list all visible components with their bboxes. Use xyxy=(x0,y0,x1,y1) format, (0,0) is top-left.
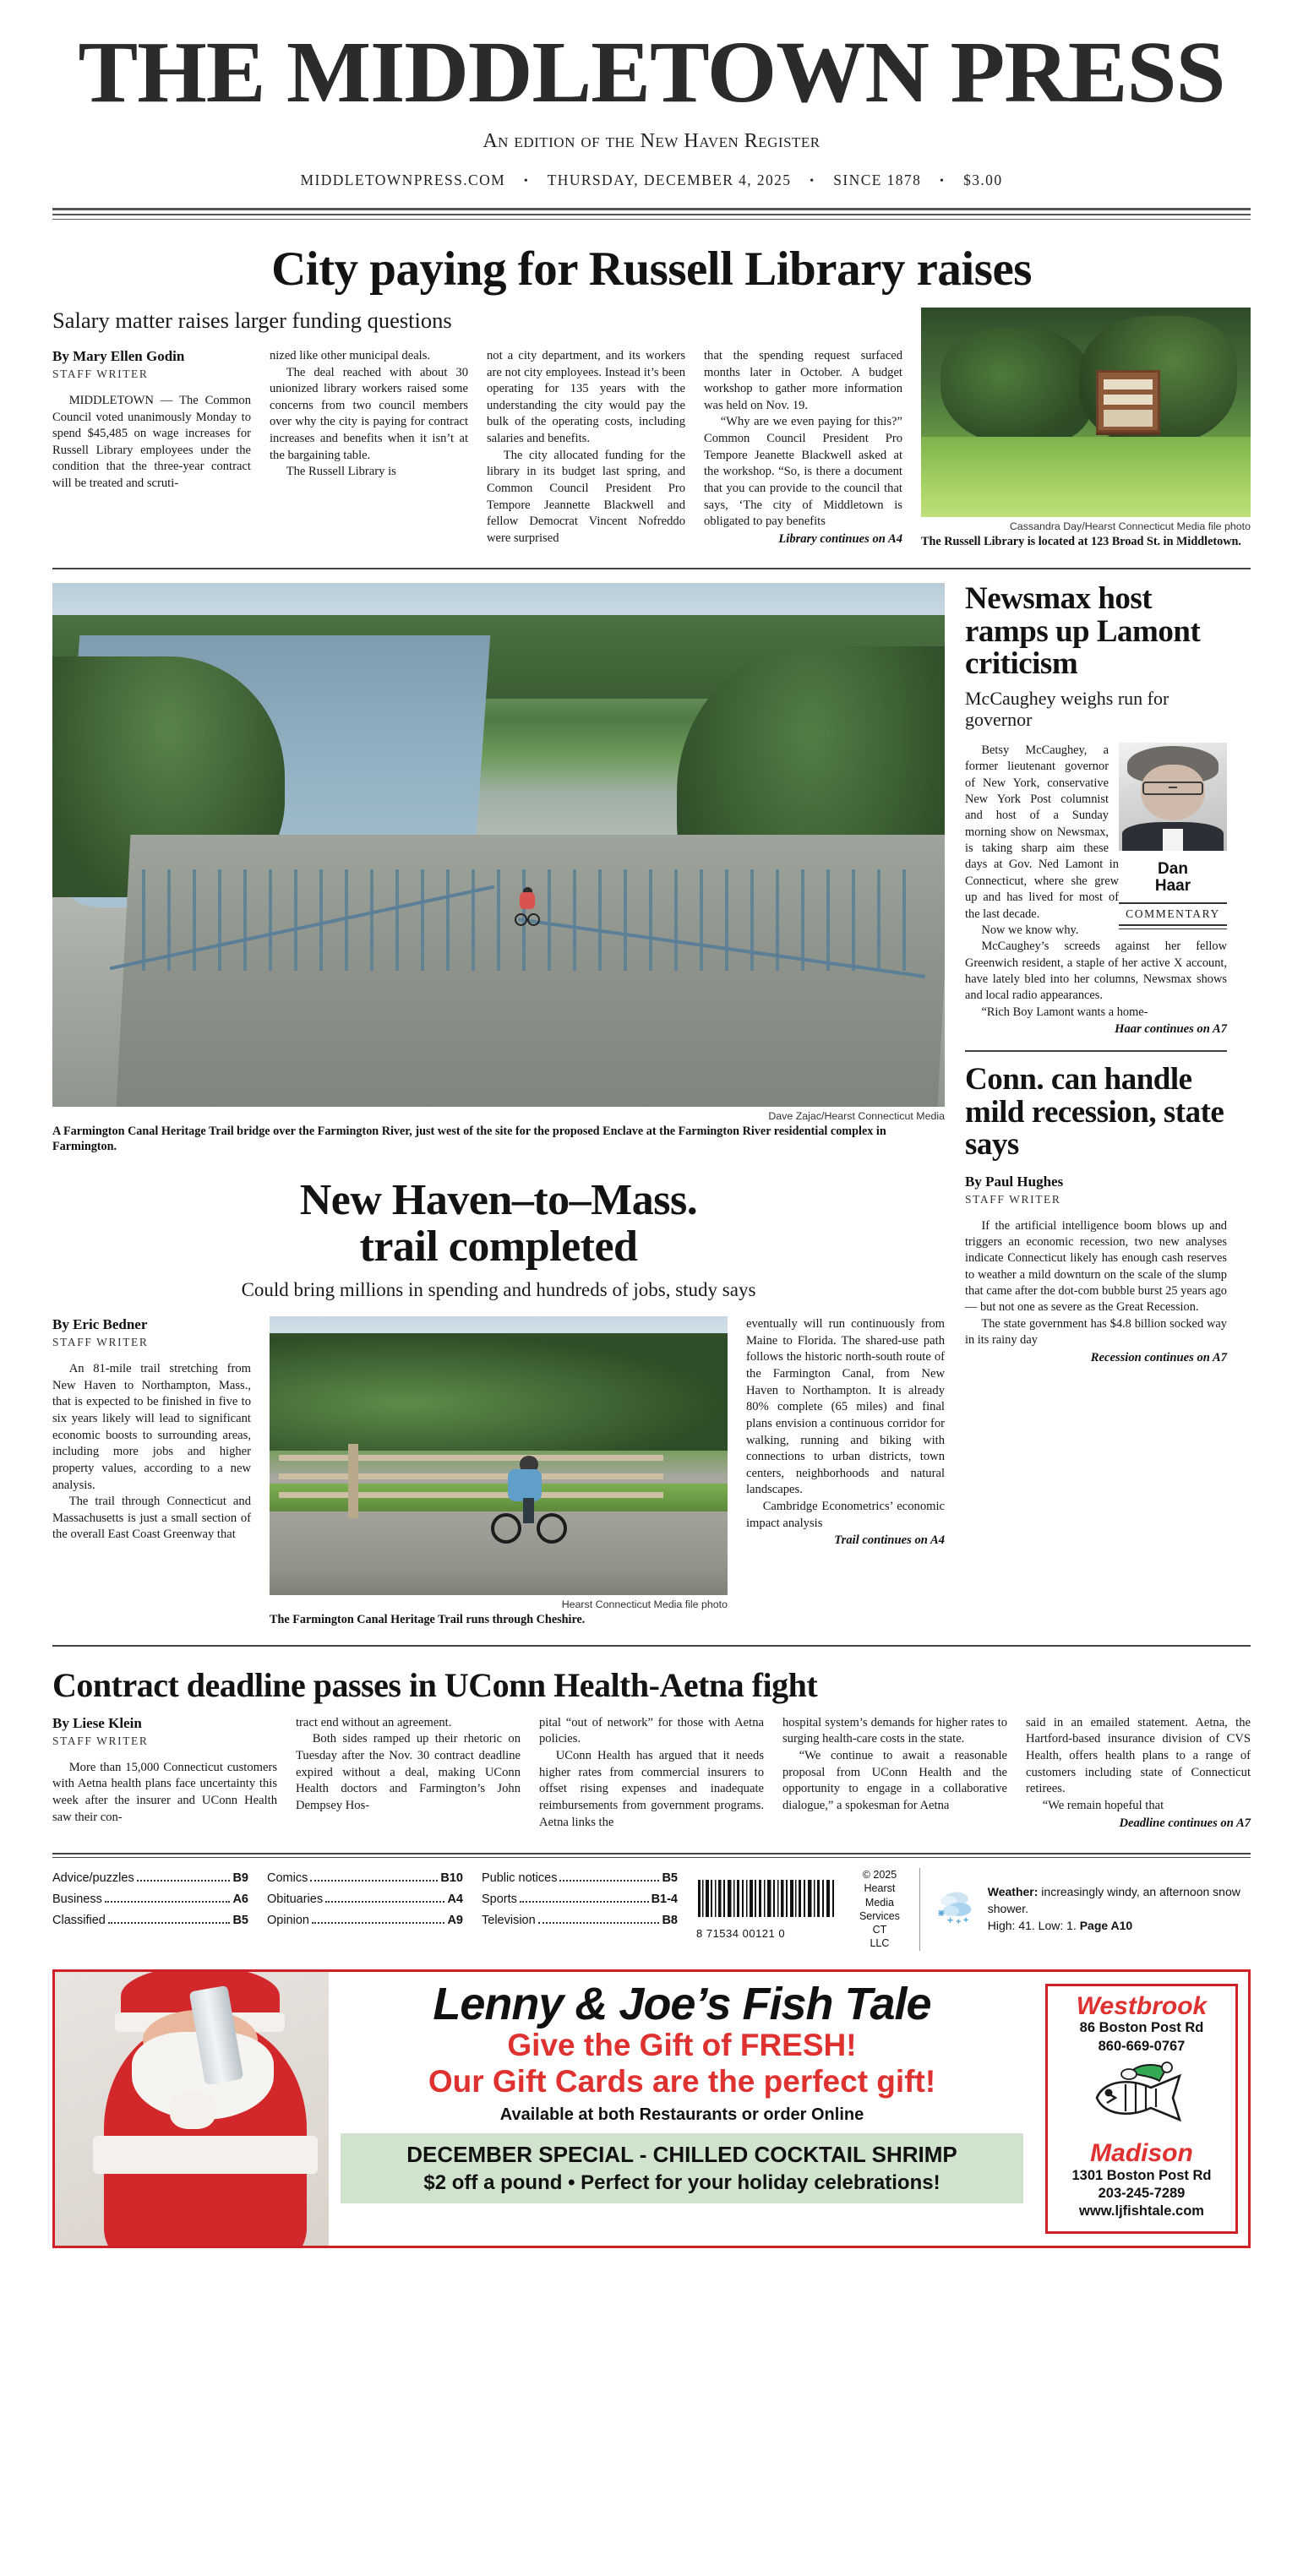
masthead-separator-1: • xyxy=(523,174,530,188)
trail-headline-block xyxy=(52,1177,945,1301)
masthead-website[interactable]: MIDDLETOWNPRESS.COM xyxy=(300,172,506,188)
uconn-col3-p2: UConn Health has argued that it needs higher rates from commercial insurers to offset rising expenses and inadequate reimbursements from government programs. Aetna links the xyxy=(539,1749,764,1829)
haar-p4: “Rich Boy Lamont wants a home- xyxy=(981,1005,1148,1019)
cheshire-photo-caption: The Farmington Canal Heritage Trail runs through Cheshire. xyxy=(270,1613,586,1627)
ad-line-2: Our Gift Cards are the perfect gift! xyxy=(428,2064,936,2099)
cheshire-photo-credit: Hearst Connecticut Media file photo xyxy=(561,1598,728,1611)
index-dots xyxy=(108,1922,231,1924)
haar-name-line2: Haar xyxy=(1154,877,1191,896)
haar-columnist-block xyxy=(1119,856,1227,929)
trail-col1-p1: An 81-mile trail stretching from New Haven to Northampton, Mass., that is expected to be finished in five to six years likely will lead to significant economic boosts to surrounding areas, including more jobs and higher property values, according to a new analysis. xyxy=(52,1362,251,1492)
weather-block xyxy=(988,1884,1251,1935)
index-item-page: B10 xyxy=(440,1871,463,1886)
index-item[interactable] xyxy=(52,1889,248,1910)
uconn-col5-p2: “We remain hopeful that xyxy=(1042,1798,1164,1812)
snow-cloud-icon xyxy=(934,1889,974,1930)
masthead-price: $3.00 xyxy=(963,172,1003,188)
santa-photo xyxy=(55,1972,329,2246)
weather-description: increasingly windy, an afternoon snow shower. xyxy=(987,1885,1240,1915)
ad-special-band xyxy=(341,2133,1023,2203)
ad-line-3: Available at both Restaurants or order Online xyxy=(499,2105,864,2125)
trail-col3-p2: Cambridge Econometrics’ economic impact analysis xyxy=(746,1500,945,1530)
ad-phone-westbrook[interactable]: 860-669-0767 xyxy=(1098,2038,1186,2054)
recession-p2: The state government has $4.8 billion socked way in its rainy day xyxy=(965,1316,1227,1348)
index-item-page: A6 xyxy=(232,1893,248,1907)
barcode-number: 8 71534 00121 0 xyxy=(696,1927,786,1941)
recession-p1: If the artificial intelligence boom blows up and triggers an economic recession, two new analyses indicate Connecticut likely has enough cash reserves to weather a mild downturn on the scale of the slump that came after the dot-com bubble burst 25 years ago — but not one as severe as the Great Recession. xyxy=(965,1218,1227,1315)
trail-headline-line1: New Haven–to–Mass. xyxy=(299,1175,698,1224)
trail-col-1 xyxy=(52,1316,251,1628)
ad-city-madison: Madison xyxy=(1090,2139,1193,2168)
haar-p1: Betsy McCaughey, a former lieutenant governor of New York, conservative New York Post columnist and host of a Sunday morning show on Newsmax, is taking sharp aim these days at Gov. Ned Lamont in Connecticut, where she grew up and has lived for most of the last decade. xyxy=(965,743,1119,921)
index-item-page: B5 xyxy=(232,1914,248,1928)
index-dots xyxy=(538,1922,660,1924)
index-item-page: B1-4 xyxy=(651,1893,678,1907)
right-rail xyxy=(965,583,1227,1628)
library-grass xyxy=(921,437,1251,516)
index-dots xyxy=(137,1880,231,1882)
masthead-separator-2: • xyxy=(810,174,815,188)
index-item-name: Opinion xyxy=(267,1914,309,1928)
uconn-staff-label: STAFF WRITER xyxy=(52,1734,149,1747)
ad-special-line-2: $2 off a pound • Perfect for your holiday celebrations! xyxy=(423,2171,940,2195)
index-item-name: Sports xyxy=(482,1893,517,1907)
story-uconn xyxy=(0,1665,1303,1831)
section-rule-1 xyxy=(52,568,1251,569)
index-item[interactable] xyxy=(267,1868,463,1889)
index-item-page: B9 xyxy=(232,1871,248,1886)
library-deck: Salary matter raises larger funding questions xyxy=(52,307,452,333)
bridge-photo-credit: Dave Zajac/Hearst Connecticut Media xyxy=(768,1110,945,1123)
copyright-line-4: LLC xyxy=(870,1937,890,1950)
dan-haar-portrait xyxy=(1119,743,1227,851)
library-col3-p1: not a city department, and its workers are not city employees. Instead it’s been operating for 135 years with the understanding the city would pay the bulk of the operating costs, including salaries and benefits. xyxy=(487,348,685,445)
index-dots xyxy=(520,1901,649,1903)
index-item[interactable] xyxy=(52,1868,248,1889)
cheshire-trail-photo xyxy=(270,1316,728,1595)
cheshire-cyclist-figure xyxy=(489,1451,567,1544)
uconn-col1-p1: More than 15,000 Connecticut customers with Aetna health plans face uncertainty this week after the insurer and UConn Health saw their con- xyxy=(52,1760,277,1824)
index-item-name: Obituaries xyxy=(267,1893,324,1907)
masthead-info-line xyxy=(52,172,1251,189)
barcode-icon xyxy=(696,1878,838,1927)
farmington-canal-bridge-photo xyxy=(52,583,945,1107)
russell-library-photo xyxy=(921,308,1251,517)
cyclist-figure xyxy=(516,887,538,926)
library-byline: By Mary Ellen Godin xyxy=(52,347,185,364)
recession-byline: By Paul Hughes xyxy=(965,1173,1064,1190)
copyright-block xyxy=(852,1868,920,1951)
weather-temperatures: High: 41. Low: 1. xyxy=(987,1918,1077,1932)
trail-col-2-photo xyxy=(270,1316,728,1628)
story-recession xyxy=(965,1064,1227,1364)
trail-headline-line2: trail completed xyxy=(359,1222,638,1271)
ad-content xyxy=(329,1972,1035,2246)
library-col2-p2: The deal reached with about 30 unionized library workers raised some concerns from two council members over why the city is paying for contract increases and benefits when it isn’t at the bargaining table. xyxy=(270,365,468,462)
uconn-col2-p2: Both sides ramped up their rhetoric on Tuesday after the Nov. 30 contract deadline expired without a deal, making UConn Health doctors and Farmington’s John Dempsey Hos- xyxy=(296,1732,521,1812)
ad-line-1: Give the Gift of FRESH! xyxy=(507,2028,857,2063)
trail-headline[interactable] xyxy=(52,1177,945,1270)
index-dots xyxy=(325,1901,444,1903)
library-headline[interactable]: City paying for Russell Library raises xyxy=(271,242,1032,296)
uconn-col3-p1: pital “out of network” for those with Aetna policies. xyxy=(539,1715,764,1746)
index-item-name: Advice/puzzles xyxy=(52,1871,134,1886)
trail-col-3 xyxy=(746,1316,945,1628)
library-staff-label: STAFF WRITER xyxy=(52,367,149,380)
index-item-name: Business xyxy=(52,1893,102,1907)
uconn-byline: By Liese Klein xyxy=(52,1714,142,1731)
library-jumpline[interactable]: Library continues on A4 xyxy=(778,531,902,546)
copyright-line-1: © 2025 xyxy=(862,1869,897,1882)
fish-skeleton-logo xyxy=(1078,2059,1205,2137)
index-item-name: Classified xyxy=(52,1914,106,1928)
copyright-line-2: Hearst Media xyxy=(864,1882,896,1909)
library-sign-icon xyxy=(1096,370,1160,433)
uconn-col4-p2: “We continue to await a reasonable proposal from UConn Health and the opportunity to engage in a collaborative dialogue,” a spokesman for Aetna xyxy=(782,1749,1007,1812)
ad-title: Lenny & Joe’s Fish Tale xyxy=(433,1978,931,2029)
weather-label: Weather: xyxy=(987,1885,1039,1899)
story-haar xyxy=(965,583,1227,1037)
index-item-name: Public notices xyxy=(482,1871,558,1886)
index-item-name: Comics xyxy=(267,1871,308,1886)
uconn-col-1 xyxy=(52,1715,277,1831)
trail-section xyxy=(52,583,945,1628)
ad-address-westbrook: 86 Boston Post Rd xyxy=(1079,2020,1204,2036)
trail-staff-label: STAFF WRITER xyxy=(52,1336,149,1349)
haar-p2: Now we know why. xyxy=(981,923,1079,937)
index-item-page: A4 xyxy=(447,1893,463,1907)
index-item-page: A9 xyxy=(447,1914,463,1928)
haar-headline[interactable]: Newsmax host ramps up Lamont criticism xyxy=(965,581,1201,682)
library-col2-p1: nized like other municipal deals. xyxy=(270,348,431,362)
rail-rule xyxy=(965,1050,1227,1052)
commentary-label: COMMENTARY xyxy=(1126,907,1220,920)
middle-block xyxy=(0,583,1303,1628)
index-item-page: B8 xyxy=(662,1914,678,1928)
library-col2-p3: The Russell Library is xyxy=(286,465,396,479)
ad-city-westbrook: Westbrook xyxy=(1076,1991,1208,2020)
index-item[interactable] xyxy=(482,1889,678,1910)
trail-jumpline[interactable]: Trail continues on A4 xyxy=(834,1533,945,1548)
index-item[interactable] xyxy=(52,1910,248,1931)
section-rule-2 xyxy=(52,1645,1251,1647)
index-column-2 xyxy=(267,1868,463,1931)
story-library xyxy=(0,242,1303,550)
ad-website[interactable]: www.ljfishtale.com xyxy=(1079,2203,1204,2219)
haar-p3: McCaughey’s screeds against her fellow Greenwich resident, a staple of her active X account, have lately bled into her columns, Newsmax shows and local radio appearances. xyxy=(965,939,1227,1003)
masthead-separator-3: • xyxy=(940,174,946,188)
uconn-col-5 xyxy=(1026,1715,1251,1831)
masthead-rule xyxy=(52,208,1251,220)
index-item[interactable] xyxy=(267,1889,463,1910)
index-dots xyxy=(312,1922,444,1924)
newspaper-title: THE MIDDLETOWN PRESS xyxy=(78,24,1225,121)
uconn-col-4 xyxy=(782,1715,1007,1831)
ad-phone-madison[interactable]: 203-245-7289 xyxy=(1098,2185,1186,2201)
uconn-col-3 xyxy=(539,1715,764,1831)
haar-jumpline[interactable]: Haar continues on A7 xyxy=(1115,1022,1227,1037)
index-right-block xyxy=(696,1868,1251,1951)
trail-deck: Could bring millions in spending and hundreds of jobs, study says xyxy=(241,1279,756,1301)
library-col4-p1: that the spending request surfaced months later in October. A budget workshop to gather more information was held on Nov. 19. xyxy=(704,348,902,412)
index-bar xyxy=(0,1853,1303,1951)
library-col3-p2: The city allocated funding for the library in its budget last spring, and Common Council President Pro Tempore Jeannette Blackwell and fellow Democrat Vincent Nofreddo were surprised xyxy=(487,448,685,545)
masthead xyxy=(0,0,1303,189)
library-col4-p2: “Why are we even paying for this?” Common Council President Pro Tempore Jeanette Blackwell asked at the workshop. “So, is there a document that you can provide to the council that says, ‘The city of Middletown is obligated to pay benefits xyxy=(704,415,902,529)
recession-jumpline[interactable]: Recession continues on A7 xyxy=(1090,1350,1227,1364)
index-dots xyxy=(310,1880,438,1882)
uconn-col5-p1: said in an emailed statement. Aetna, the Hartford-based insurance division of CVS Health, offers health plans to a range of customers including state of Connecticut retirees. xyxy=(1026,1715,1251,1796)
index-dots xyxy=(105,1901,231,1903)
uconn-headline[interactable]: Contract deadline passes in UConn Health-Aetna fight xyxy=(52,1665,818,1704)
index-column-1 xyxy=(52,1868,248,1931)
recession-staff-label: STAFF WRITER xyxy=(965,1192,1061,1206)
index-dots xyxy=(559,1880,659,1882)
weather-page-ref[interactable]: Page A10 xyxy=(1079,1918,1133,1932)
masthead-since: SINCE 1878 xyxy=(833,172,922,188)
uconn-col-2 xyxy=(296,1715,521,1831)
haar-deck: McCaughey weighs run for governor xyxy=(965,687,1169,731)
library-photo-caption: The Russell Library is located at 123 Broad St. in Middletown. xyxy=(921,534,1241,548)
copyright-line-3: Services CT xyxy=(859,1909,900,1936)
recession-headline[interactable]: Conn. can handle mild recession, state says xyxy=(965,1062,1224,1163)
uconn-col2-p1: tract end without an agreement. xyxy=(296,1715,452,1729)
advertisement-lenny-joes[interactable] xyxy=(52,1969,1251,2248)
bridge-photo-caption: A Farmington Canal Heritage Trail bridge over the Farmington River, just west of the site for the proposed Enclave at the Farmington River residential complex in Farmington. xyxy=(52,1125,886,1154)
masthead-date: THURSDAY, DECEMBER 4, 2025 xyxy=(547,172,792,188)
barcode-block xyxy=(696,1878,838,1940)
haar-name-line1: Dan xyxy=(1158,859,1188,878)
uconn-col4-p1: hospital system’s demands for higher rates to surging health-care costs in the state. xyxy=(782,1715,1007,1746)
ad-address-madison: 1301 Boston Post Rd xyxy=(1071,2167,1212,2183)
ad-locations-box xyxy=(1045,1984,1238,2234)
library-photo-credit: Cassandra Day/Hearst Connecticut Media file photo xyxy=(1009,520,1251,532)
trail-byline: By Eric Bedner xyxy=(52,1316,148,1333)
masthead-subtitle: An edition of the New Haven Register xyxy=(482,130,821,152)
index-item-page: B5 xyxy=(662,1871,678,1886)
index-item-name: Television xyxy=(482,1914,536,1928)
uconn-jumpline[interactable]: Deadline continues on A7 xyxy=(1119,1816,1251,1830)
index-column-3 xyxy=(482,1868,678,1931)
trail-col1-p2: The trail through Connecticut and Massachusetts is just a small section of the overall East Coast Greenway that xyxy=(52,1495,251,1542)
ad-special-line-1: DECEMBER SPECIAL - CHILLED COCKTAIL SHRIMP xyxy=(406,2142,957,2168)
index-item[interactable] xyxy=(482,1868,678,1889)
library-col1-p1: MIDDLETOWN — The Common Council voted unanimously Monday to spend $45,485 on wage increases for Russell Library employees under the condition that the three-year contract will be treated and scruti- xyxy=(52,393,251,490)
index-item[interactable] xyxy=(267,1910,463,1931)
trail-col3-p1: eventually will run continuously from Maine to Florida. The shared-use path follows the historic north-south route of the Farmington Canal, from New Haven to Northampton. It is already 80% complete (65 miles) and final plans envision a continuous corridor for walking, running and biking with connections to urban districts, town centers, neighborhoods and natural landscapes. xyxy=(746,1317,945,1497)
index-item[interactable] xyxy=(482,1910,678,1931)
